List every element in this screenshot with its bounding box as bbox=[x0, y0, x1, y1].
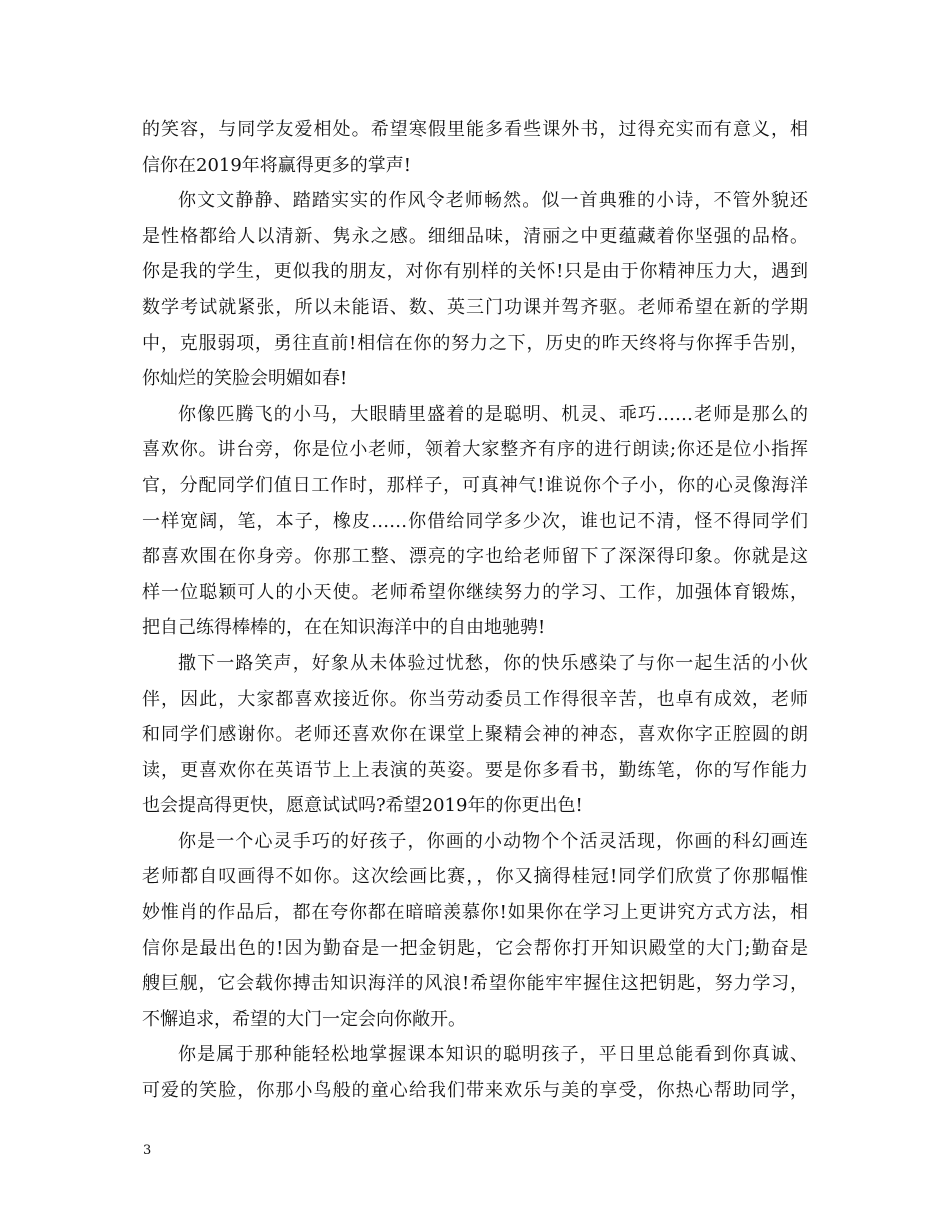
text-line: 老师都自叹画得不如你。这次绘画比赛，，你又摘得桂冠!同学们欣赏了你那幅惟 bbox=[142, 866, 808, 888]
text-line: 伴，因此，大家都喜欢接近你。你当劳动委员工作得很辛苦，也卓有成效，老师 bbox=[142, 688, 808, 710]
text-line: 你是我的学生，更似我的朋友，对你有别样的关怀!只是由于你精神压力大，遇到 bbox=[142, 261, 808, 283]
text-line: 喜欢你。讲台旁，你是位小老师，领着大家整齐有序的进行朗读;你还是位小指挥 bbox=[142, 439, 808, 461]
text-line: 数学考试就紧张，所以未能语、数、英三门功课并驾齐驱。老师希望在新的学期 bbox=[142, 296, 808, 318]
text-line: 官，分配同学们值日工作时，那样子，可真神气!谁说你个子小，你的心灵像海洋 bbox=[142, 474, 808, 496]
text-line: 不懈追求，希望的大门一定会向你敞开。 bbox=[142, 1008, 466, 1030]
text-line: 你灿烂的笑脸会明媚如春! bbox=[142, 368, 348, 390]
paragraph-first-line: 你是属于那种能轻松地掌握课本知识的聪明孩子，平日里总能看到你真诚、 bbox=[178, 1044, 808, 1066]
text-line: 把自己练得棒棒的，在在知识海洋中的自由地驰骋! bbox=[142, 617, 546, 639]
paragraph-first-line: 你是一个心灵手巧的好孩子，你画的小动物个个活灵活现，你画的科幻画连 bbox=[178, 830, 808, 852]
text-line: 读，更喜欢你在英语节上上表演的英姿。要是你多看书，勤练笔，你的写作能力 bbox=[142, 759, 808, 781]
text-line: 也会提高得更快，愿意试试吗?希望2019年的你更出色! bbox=[142, 795, 583, 817]
text-line: 是性格都给人以清新、隽永之感。细细品味，清丽之中更蕴藏着你坚强的品格。 bbox=[142, 225, 808, 247]
text-line: 一样宽阔，笔，本子，橡皮……你借给同学多少次，谁也记不清，怪不得同学们 bbox=[142, 510, 808, 532]
text-line: 和同学们感谢你。老师还喜欢你在课堂上聚精会神的神态，喜欢你字正腔圆的朗 bbox=[142, 724, 808, 746]
text-line: 信你在2019年将赢得更多的掌声! bbox=[142, 154, 412, 176]
body-text bbox=[142, 112, 808, 1109]
paragraph-first-line: 你文文静静、踏踏实实的作风令老师畅然。似一首典雅的小诗，不管外貌还 bbox=[178, 190, 808, 212]
paragraph-first-line: 撒下一路笑声，好象从未体验过忧愁，你的快乐感染了与你一起生活的小伙 bbox=[178, 652, 808, 674]
text-line: 可爱的笑脸，你那小鸟般的童心给我们带来欢乐与美的享受，你热心帮助同学， bbox=[142, 1080, 808, 1102]
paragraph-first-line: 你像匹腾飞的小马，大眼睛里盛着的是聪明、机灵、乖巧……老师是那么的 bbox=[178, 403, 808, 425]
text-line: 艘巨舰，它会载你搏击知识海洋的风浪!希望你能牢牢握住这把钥匙，努力学习， bbox=[142, 973, 808, 995]
text-line: 的笑容，与同学友爱相处。希望寒假里能多看些课外书，过得充实而有意义，相 bbox=[142, 119, 808, 140]
text-line: 信你是最出色的!因为勤奋是一把金钥匙，它会帮你打开知识殿堂的大门;勤奋是 bbox=[142, 937, 808, 959]
text-line: 都喜欢围在你身旁。你那工整、漂亮的字也给老师留下了深深得印象。你就是这 bbox=[142, 546, 808, 568]
text-line: 样一位聪颖可人的小天使。老师希望你继续努力的学习、工作，加强体育锻炼， bbox=[142, 581, 808, 603]
page-number: 3 bbox=[143, 1143, 152, 1158]
text-line: 妙惟肖的作品后，都在夸你都在暗暗羡慕你!如果你在学习上更讲究方式方法，相 bbox=[142, 902, 808, 924]
text-line: 中，克服弱项，勇往直前!相信在你的努力之下，历史的昨天终将与你挥手告别， bbox=[142, 332, 808, 354]
